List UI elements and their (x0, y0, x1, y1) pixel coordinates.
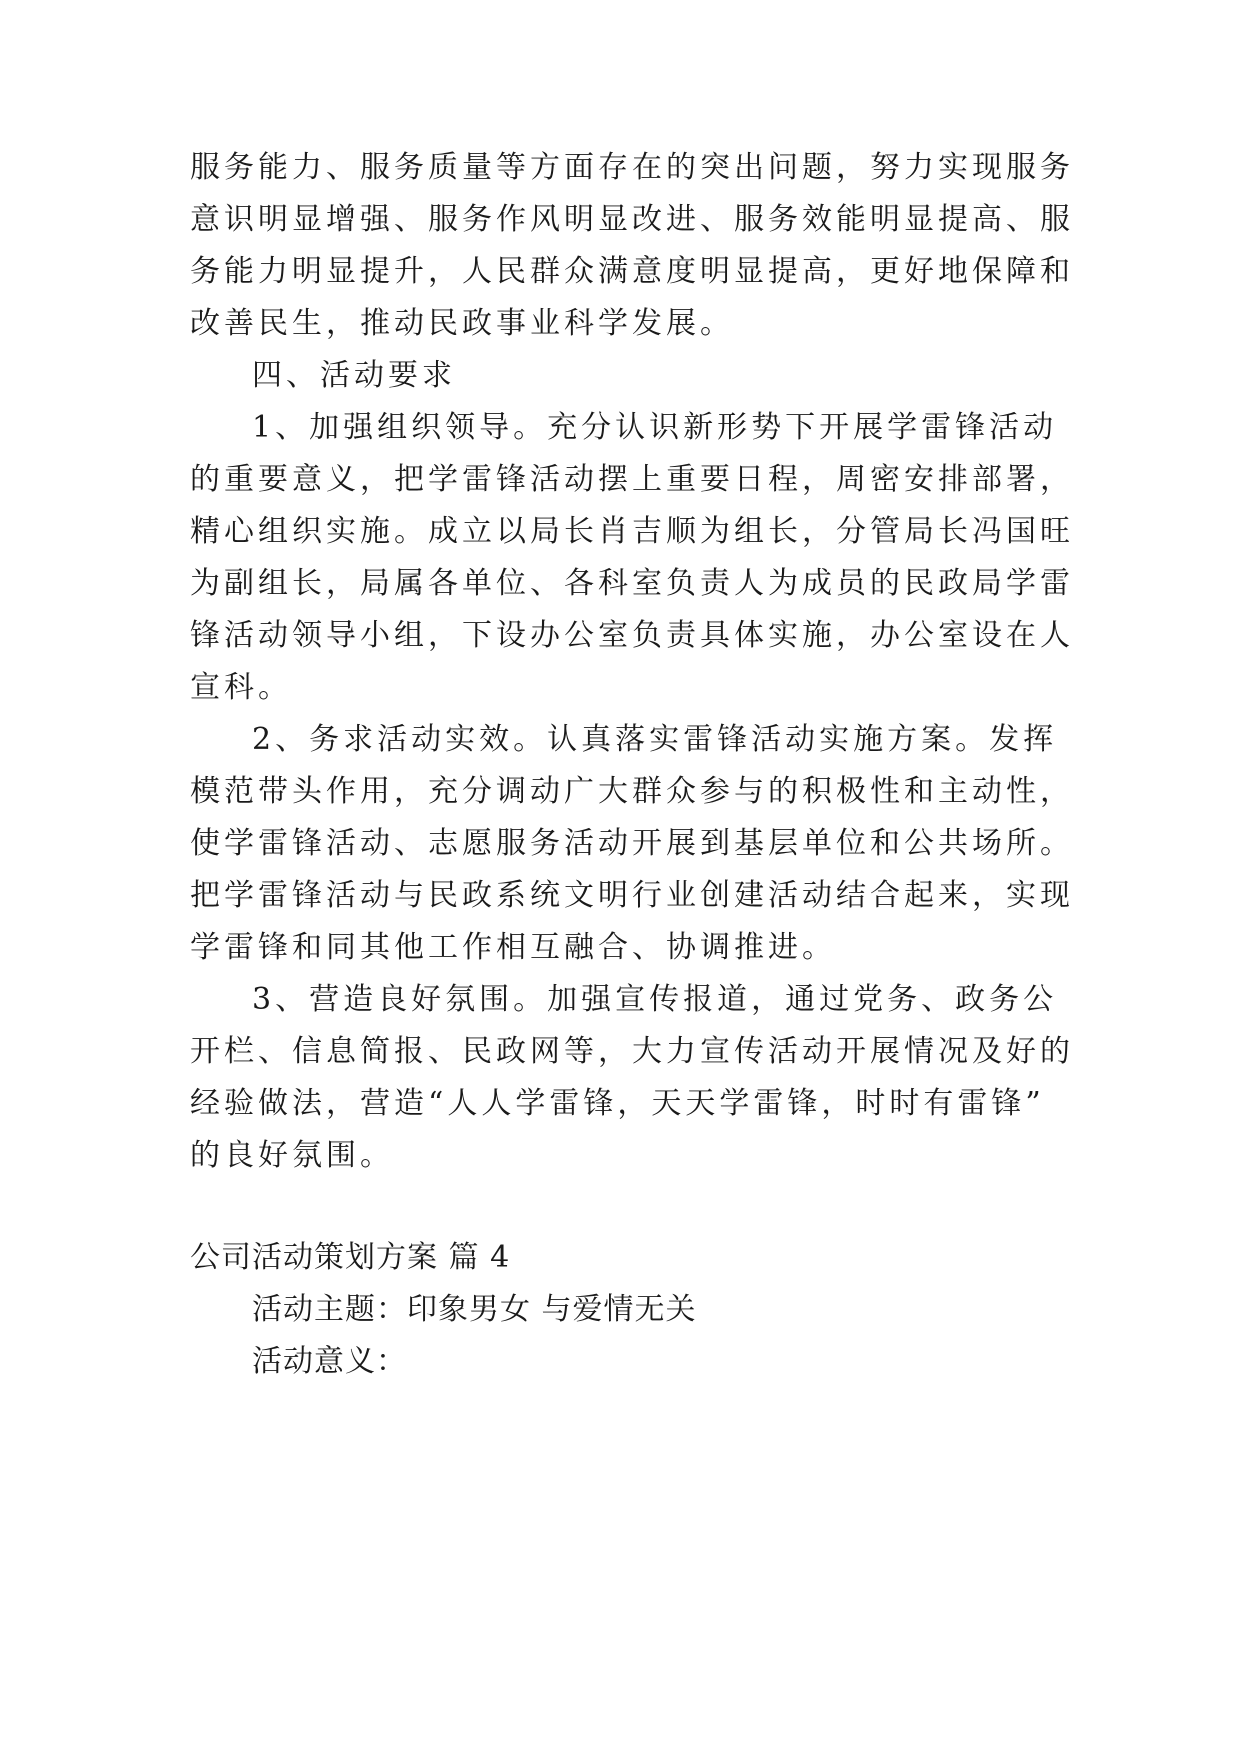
activity-meaning: 活动意义： (252, 1344, 407, 1379)
text-line: 1、加强组织领导。充分认识新形势下开展学雷锋活动 (252, 410, 1058, 445)
text-line: 精心组织实施。成立以局长肖吉顺为组长，分管局长冯国旺 (190, 514, 1074, 549)
text-line: 3、营造良好氛围。加强宣传报道，通过党务、政务公 (252, 982, 1058, 1017)
text-line: 为副组长，局属各单位、各科室负责人为成员的民政局学雷 (190, 566, 1074, 601)
text-line: 经验做法，营造“人人学雷锋，天天学雷锋，时时有雷锋” (190, 1086, 1045, 1121)
activity-theme: 活动主题：印象男女 与爱情无关 (252, 1292, 697, 1327)
text-line: 使学雷锋活动、志愿服务活动开展到基层单位和公共场所。 (190, 826, 1074, 861)
text-line: 宣科。 (190, 670, 292, 705)
text-line: 开栏、信息简报、民政网等，大力宣传活动开展情况及好的 (190, 1034, 1074, 1069)
text-line: 改善民生，推动民政事业科学发展。 (190, 306, 734, 341)
text-line: 的重要意义，把学雷锋活动摆上重要日程，周密安排部署， (190, 462, 1074, 497)
text-line: 意识明显增强、服务作风明显改进、服务效能明显提高、服 (190, 202, 1074, 237)
text-line: 2、务求活动实效。认真落实雷锋活动实施方案。发挥 (252, 722, 1058, 757)
text-line: 锋活动领导小组，下设办公室负责具体实施，办公室设在人 (190, 618, 1074, 653)
text-line: 学雷锋和同其他工作相互融合、协调推进。 (190, 930, 836, 965)
text-line: 服务能力、服务质量等方面存在的突出问题，努力实现服务 (190, 150, 1074, 185)
text-line: 把学雷锋活动与民政系统文明行业创建活动结合起来，实现 (190, 878, 1074, 913)
text-line: 模范带头作用，充分调动广大群众参与的积极性和主动性， (190, 774, 1074, 809)
text-line: 务能力明显提升，人民群众满意度明显提高，更好地保障和 (190, 254, 1074, 289)
article-heading: 公司活动策划方案 篇 4 (190, 1240, 511, 1275)
text-line: 的良好氛围。 (190, 1138, 394, 1173)
section-heading: 四、活动要求 (252, 358, 456, 393)
